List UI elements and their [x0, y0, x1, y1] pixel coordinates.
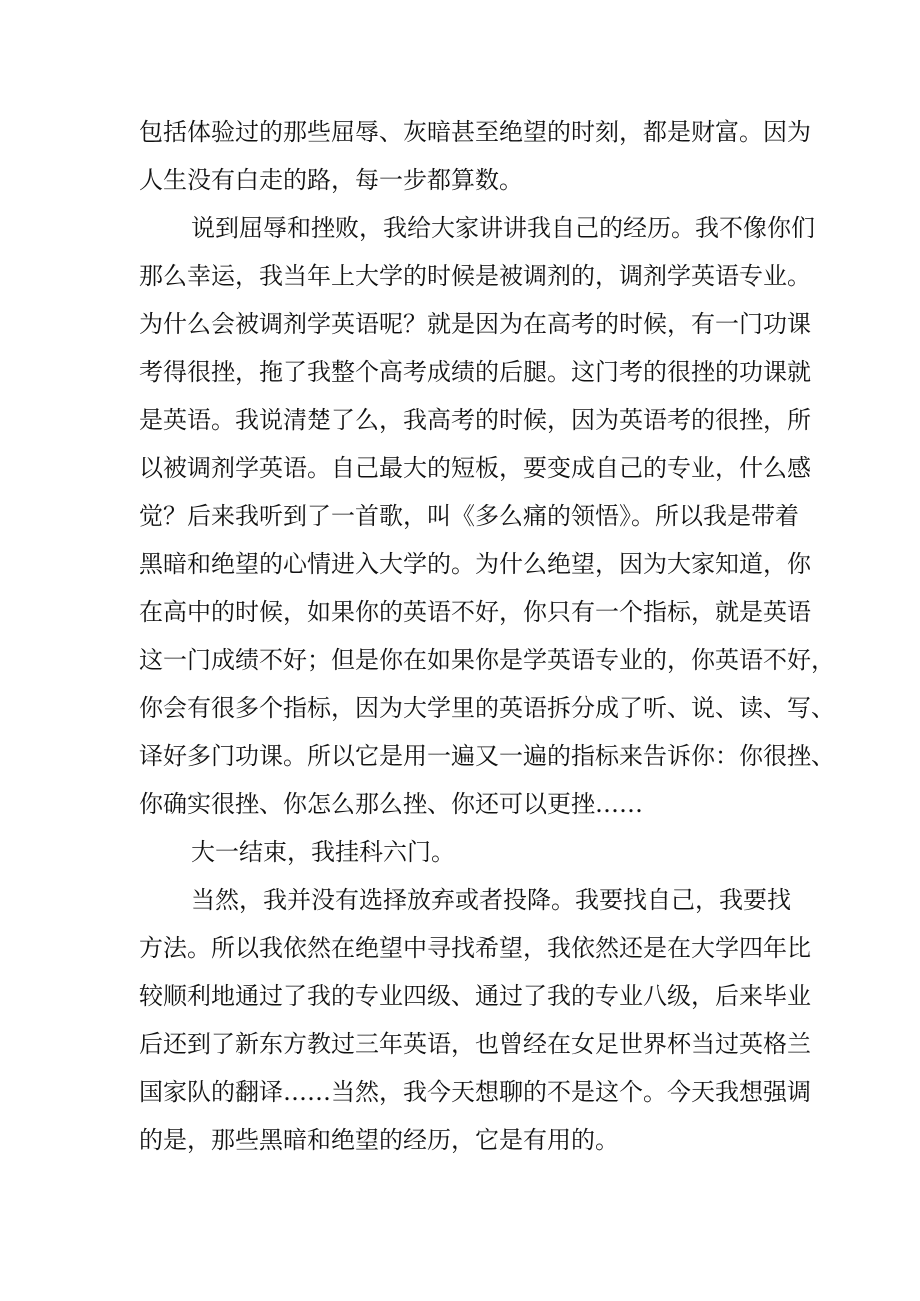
text-line: 方法。所以我依然在绝望中寻找希望，我依然还是在大学四年比 [139, 934, 811, 962]
text-line: 说到屈辱和挫败，我给大家讲讲我自己的经历。我不像你们 [191, 214, 815, 242]
document-body [139, 108, 835, 1164]
paragraph-2 [139, 204, 835, 828]
text-line: 你确实很挫、你怎么那么挫、你还可以更挫…… [139, 790, 643, 818]
text-line: 是英语。我说清楚了么，我高考的时候，因为英语考的很挫，所 [139, 406, 811, 434]
text-line: 较顺利地通过了我的专业四级、通过了我的专业八级，后来毕业 [139, 982, 811, 1010]
paragraph-3 [139, 828, 799, 876]
text-line: 这一门成绩不好；但是你在如果你是学英语专业的，你英语不好， [139, 646, 835, 674]
text-line: 大一结束，我挂科六门。 [191, 838, 455, 866]
text-line: 你会有很多个指标，因为大学里的英语拆分成了听、说、读、写、 [139, 694, 835, 722]
text-line: 人生没有白走的路，每一步都算数。 [139, 166, 523, 194]
text-line: 包括体验过的那些屈辱、灰暗甚至绝望的时刻，都是财富。因为 [139, 118, 811, 146]
paragraph-1 [139, 108, 811, 204]
paragraph-4 [139, 876, 811, 1164]
text-line: 在高中的时候，如果你的英语不好，你只有一个指标，就是英语 [139, 598, 811, 626]
text-line: 黑暗和绝望的心情进入大学的。为什么绝望，因为大家知道，你 [139, 550, 811, 578]
text-line: 的是，那些黑暗和绝望的经历，它是有用的。 [139, 1126, 619, 1154]
text-line: 考得很挫，拖了我整个高考成绩的后腿。这门考的很挫的功课就 [139, 358, 811, 386]
text-line: 那么幸运，我当年上大学的时候是被调剂的，调剂学英语专业。 [139, 262, 811, 290]
text-line: 译好多门功课。所以它是用一遍又一遍的指标来告诉你：你很挫、 [139, 742, 835, 770]
text-line: 国家队的翻译……当然，我今天想聊的不是这个。今天我想强调 [139, 1078, 811, 1106]
text-line: 以被调剂学英语。自己最大的短板，要变成自己的专业，什么感 [139, 454, 811, 482]
text-line: 为什么会被调剂学英语呢？就是因为在高考的时候，有一门功课 [139, 310, 811, 338]
text-line: 后还到了新东方教过三年英语，也曾经在女足世界杯当过英格兰 [139, 1030, 811, 1058]
text-line: 当然，我并没有选择放弃或者投降。我要找自己，我要找 [191, 886, 791, 914]
text-line: 觉？后来我听到了一首歌，叫《多么痛的领悟》。所以我是带着 [139, 502, 799, 530]
